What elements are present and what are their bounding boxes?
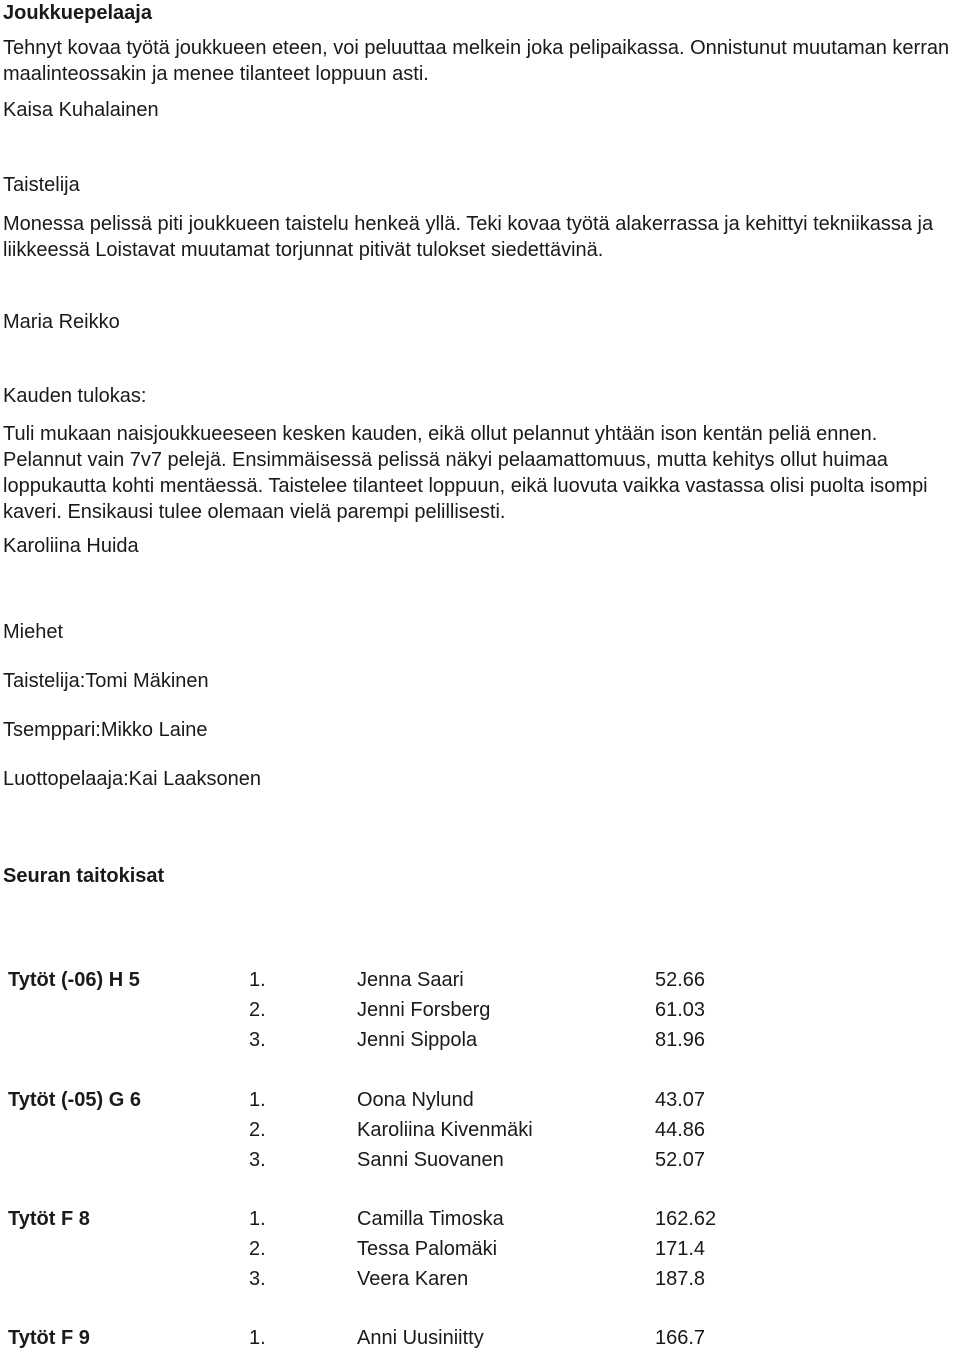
- rookie-winner: Karoliina Huida: [3, 535, 139, 557]
- table-row: [8, 1326, 728, 1356]
- result-time: 81.96: [655, 1029, 706, 1051]
- category-label: Tytöt F 9: [8, 1327, 90, 1349]
- result-time: 52.66: [655, 969, 706, 991]
- table-row: [8, 1148, 728, 1178]
- fighter-heading: Taistelija: [3, 174, 80, 196]
- team-player-heading: Joukkuepelaaja: [3, 2, 152, 24]
- player-name: Sanni Suovanen: [357, 1149, 504, 1171]
- result-time: 44.86: [655, 1119, 706, 1141]
- table-row: [8, 998, 728, 1028]
- result-time: 52.07: [655, 1149, 706, 1171]
- fighter-text: Monessa pelissä piti joukkueen taistelu henkeä yllä. Teki kovaa työtä alakerrassa ja kehittyi tekniikassa ja liikkeessä Loistavat muutamat torjunnat pitivät tulokset siedettävinä.: [3, 213, 934, 261]
- category-label: Tytöt (-06) H 5: [8, 969, 140, 991]
- table-row: [8, 968, 728, 998]
- men-award-fighter: Taistelija:Tomi Mäkinen: [3, 670, 209, 692]
- rookie-text: Tuli mukaan naisjoukkueeseen kesken kauden, eikä ollut pelannut yhtään ison kentän peliä ennen. Pelannut vain 7v7 pelejä. Ensimmäisessä pelissä näkyi pelaamattomuus, mutta kehitys ollut huimaa loppukautta kohti mentäessä. Taistelee tilanteet loppuun, eikä luovuta vaikka vastassa olisi puolta isompi kaveri. Ensikausi tulee olemaan vielä parempi pelillisesti.: [3, 423, 928, 523]
- rank: 1.: [249, 1208, 266, 1230]
- rank: 3.: [249, 1029, 266, 1051]
- rank: 1.: [249, 969, 266, 991]
- player-name: Veera Karen: [357, 1268, 469, 1290]
- player-name: Tessa Palomäki: [357, 1238, 498, 1260]
- rank: 2.: [249, 999, 266, 1021]
- table-row: [8, 1207, 728, 1237]
- result-time: 61.03: [655, 999, 706, 1021]
- men-award-cheerleader: Tsemppari:Mikko Laine: [3, 719, 208, 741]
- player-name: Karoliina Kivenmäki: [357, 1119, 533, 1141]
- men-award-trusted-player: Luottopelaaja:Kai Laaksonen: [3, 768, 261, 790]
- result-time: 166.7: [655, 1327, 706, 1349]
- table-row: [8, 1267, 728, 1297]
- team-player-text: Tehnyt kovaa työtä joukkueen eteen, voi peluuttaa melkein joka pelipaikassa. Onnistunut muutaman kerran maalinteossakin ja menee tilanteet loppuun asti.: [3, 37, 950, 85]
- player-name: Jenni Sippola: [357, 1029, 478, 1051]
- rank: 3.: [249, 1268, 266, 1290]
- category-label: Tytöt F 8: [8, 1208, 90, 1230]
- rank: 2.: [249, 1238, 266, 1260]
- table-row: [8, 1028, 728, 1058]
- table-row: [8, 1088, 728, 1118]
- rank: 1.: [249, 1089, 266, 1111]
- fighter-winner: Maria Reikko: [3, 311, 120, 333]
- rank: 2.: [249, 1119, 266, 1141]
- men-heading: Miehet: [3, 621, 64, 643]
- team-player-winner: Kaisa Kuhalainen: [3, 99, 159, 121]
- rank: 1.: [249, 1327, 266, 1349]
- player-name: Oona Nylund: [357, 1089, 474, 1111]
- result-time: 187.8: [655, 1268, 706, 1290]
- rookie-heading: Kauden tulokas:: [3, 385, 147, 407]
- category-label: Tytöt (-05) G 6: [8, 1089, 141, 1111]
- player-name: Anni Uusiniitty: [357, 1327, 484, 1349]
- result-time: 171.4: [655, 1238, 706, 1260]
- table-row: [8, 1237, 728, 1267]
- result-time: 162.62: [655, 1208, 717, 1230]
- player-name: Jenna Saari: [357, 969, 464, 991]
- skills-heading: Seuran taitokisat: [3, 865, 165, 887]
- player-name: Camilla Timoska: [357, 1208, 504, 1230]
- rank: 3.: [249, 1149, 266, 1171]
- result-time: 43.07: [655, 1089, 706, 1111]
- player-name: Jenni Forsberg: [357, 999, 491, 1021]
- table-row: [8, 1118, 728, 1148]
